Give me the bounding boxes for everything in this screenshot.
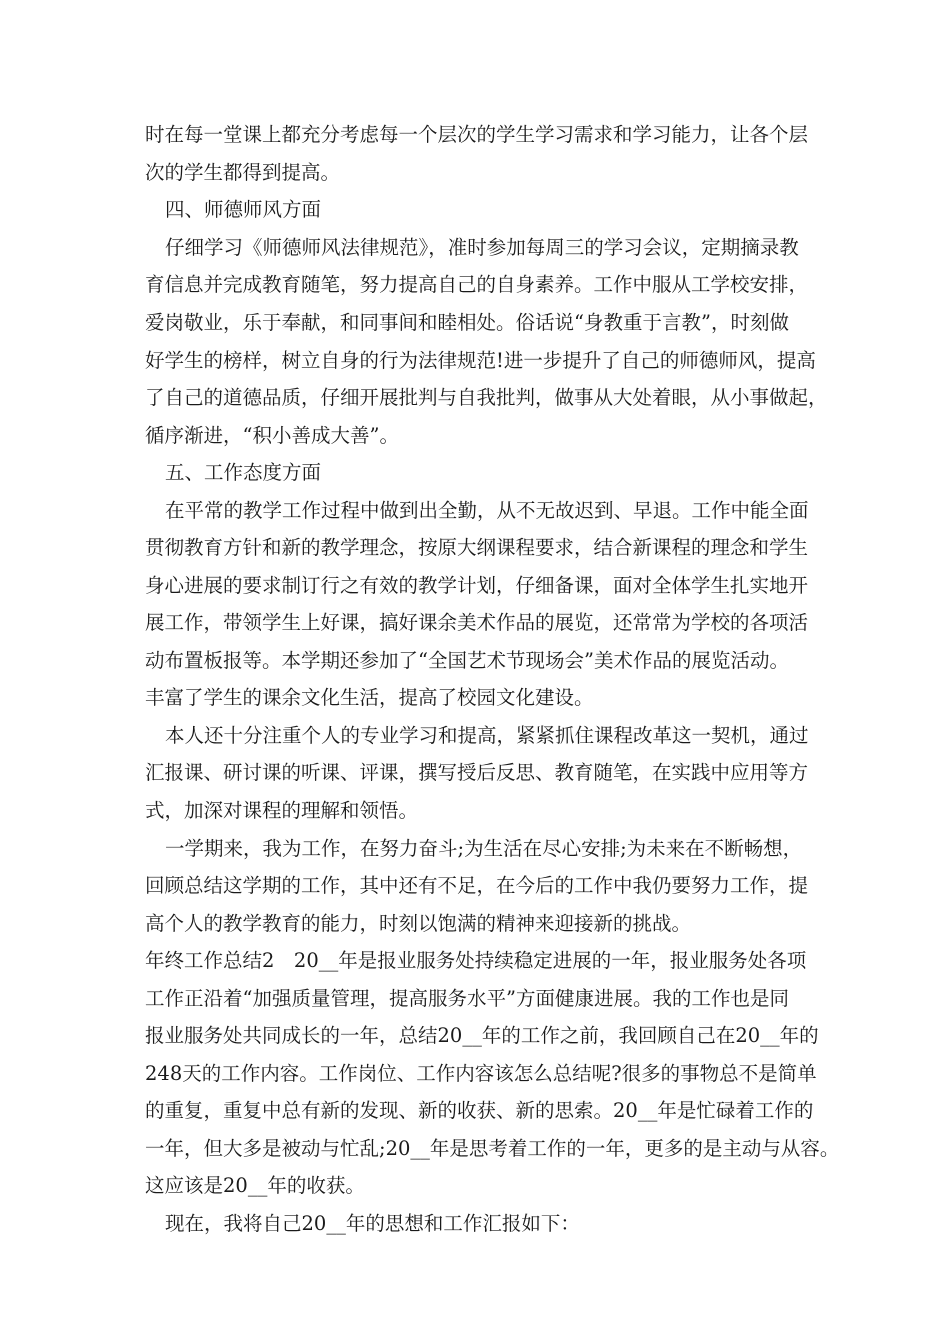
text-line: 一学期来，我为工作，在努力奋斗;为生活在尽心安排;为未来在不断畅想， [165,837,803,860]
text-line: 好学生的榜样，树立自身的行为法律规范!进一步提升了自己的师德师风，提高 [145,349,816,372]
section-heading: 五、工作态度方面 [165,461,322,484]
text-line: 248天的工作内容。工作岗位、工作内容该怎么总结呢?很多的事物总不是简单 [145,1062,817,1085]
text-line: 仔细学习《师德师风法律规范》，准时参加每周三的学习会议，定期摘录教 [165,236,799,259]
text-line: 循序渐进，“积小善成大善”。 [145,424,399,447]
text-line: 回顾总结这学期的工作，其中还有不足，在今后的工作中我仍要努力工作，提 [145,874,809,897]
text-line: 时在每一堂课上都充分考虑每一个层次的学生学习需求和学习能力，让各个层 [145,123,809,146]
text-line: 现在，我将自己20__年的思想和工作汇报如下： [165,1212,580,1235]
text-line: 高个人的教学教育的能力，时刻以饱满的精神来迎接新的挑战。 [145,912,692,935]
text-line: 丰富了学生的课余文化生活，提高了校园文化建设。 [145,686,594,709]
text-line: 本人还十分注重个人的专业学习和提高，紧紧抓住课程改革这一契机，通过 [165,724,809,747]
text-line: 工作正沿着“加强质量管理，提高服务水平”方面健康进展。我的工作也是同 [145,987,789,1010]
text-line: 在平常的教学工作过程中做到出全勤，从不无故迟到、早退。工作中能全面 [165,499,809,522]
text-line: 爱岗敬业，乐于奉献，和同事间和睦相处。俗话说“身教重于言教”，时刻做 [145,311,789,334]
text-line: 的重复，重复中总有新的发现、新的收获、新的思索。20__年是忙碌着工作的 [145,1099,814,1122]
text-line: 动布置板报等。本学期还参加了“全国艺术节现场会”美术作品的展览活动。 [145,649,789,672]
text-line: 展工作，带领学生上好课，搞好课余美术作品的展览，还常常为学校的各项活 [145,611,809,634]
text-line: 年终工作总结2 20__年是报业服务处持续稳定进展的一年，报业服务处各项 [145,949,807,972]
text-line: 身心进展的要求制订行之有效的教学计划，仔细备课，面对全体学生扎实地开 [145,574,809,597]
text-line: 式，加深对课程的理解和领悟。 [145,799,419,822]
text-line: 了自己的道德品质，仔细开展批判与自我批判，做事从大处着眼，从小事做起， [145,386,828,409]
text-line: 汇报课、研讨课的听课、评课，撰写授后反思、教育随笔，在实践中应用等方 [145,761,809,784]
section-heading: 四、师德师风方面 [165,198,322,221]
text-line: 这应该是20__年的收获。 [145,1174,365,1197]
text-line: 一年，但大多是被动与忙乱;20__年是思考着工作的一年，更多的是主动与从容。 [145,1137,840,1160]
text-line: 报业服务处共同成长的一年，总结20__年的工作之前，我回顾自己在20__年的 [145,1024,819,1047]
text-line: 次的学生都得到提高。 [145,161,341,184]
text-line: 贯彻教育方针和新的教学理念，按原大纲课程要求，结合新课程的理念和学生 [145,536,809,559]
text-line: 育信息并完成教育随笔，努力提高自己的自身素养。工作中服从工学校安排， [145,273,809,296]
